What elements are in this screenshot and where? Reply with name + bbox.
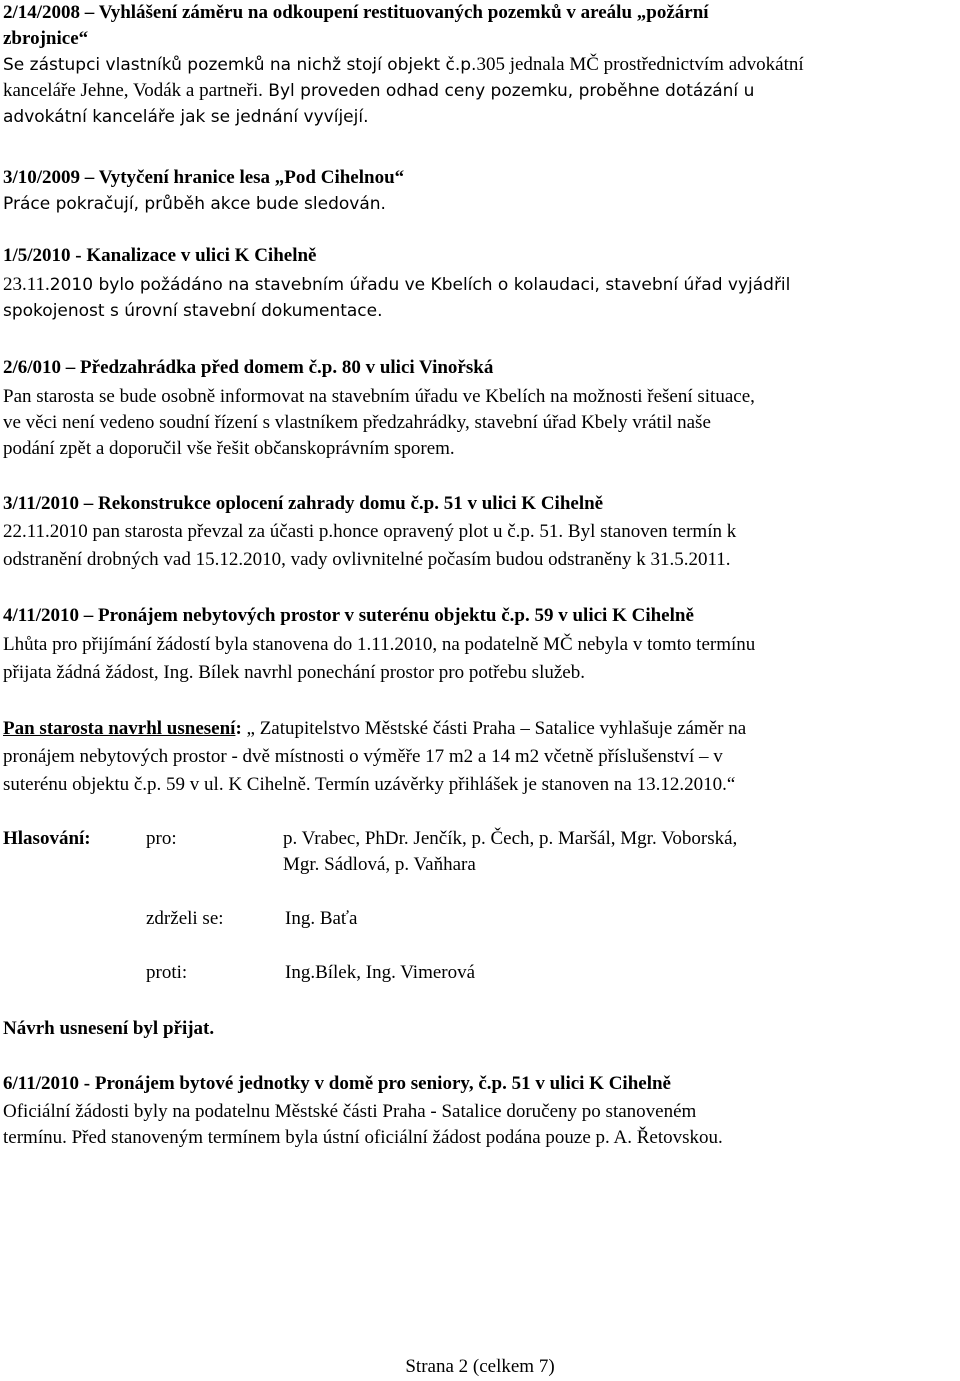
body-text-serif: 305 jednala MČ prostřednictvím advokátní — [476, 54, 804, 75]
section-heading-2-14-2008-cont: zbrojnice“ — [3, 28, 89, 49]
voting-abstain-names: Ing. Baťa — [285, 908, 358, 929]
body-text-sans: 2010 bylo požádáno na stavebním úřadu ve Kbelích o kolaudaci, stavební úřad vyjádřil — [49, 275, 791, 295]
voting-against-names: Ing.Bílek, Ing. Vimerová — [285, 962, 476, 983]
section-body-line — [3, 78, 754, 104]
section-heading-2-14-2008: 2/14/2008 – Vyhlášení záměru na odkoupení restituovaných pozemků v areálu „požární — [3, 2, 709, 23]
resolution-line — [3, 716, 746, 742]
voting-abstain-label: zdrželi se: — [146, 908, 224, 929]
section-heading-3-10-2009: 3/10/2009 – Vytyčení hranice lesa „Pod Cihelnou“ — [3, 167, 405, 188]
resolution-line: suterénu objektu č.p. 59 v ul. K Cihelně. Termín uzávěrky přihlášek je stanoven na 13.12.2010.“ — [3, 774, 736, 795]
section-heading-2-6-010: 2/6/010 – Předzahrádka před domem č.p. 80 v ulici Vinořská — [3, 357, 494, 378]
section-body-line — [3, 272, 790, 298]
voting-result: Návrh usnesení byl přijat. — [3, 1018, 215, 1039]
section-body-line: Pan starosta se bude osobně informovat na stavebním úřadu ve Kbelích na možnosti řešení situace, — [3, 386, 755, 407]
body-text-serif: 23.11. — [3, 274, 50, 295]
voting-for-names-cont: Mgr. Sádlová, p. Vaňhara — [283, 854, 476, 875]
section-body-line: přijata žádná žádost, Ing. Bílek navrhl ponechání prostor pro potřebu služeb. — [3, 662, 585, 683]
section-body-line: ve věci není vedeno soudní řízení s vlastníkem předzahrádky, stavební úřad Kbely vrátil naše — [3, 412, 711, 433]
page-footer: Strana 2 (celkem 7) — [405, 1356, 555, 1377]
resolution-line: pronájem nebytových prostor - dvě místnosti o výměře 17 m2 a 14 m2 včetně příslušenství – v — [3, 746, 723, 767]
resolution-colon: : — [235, 718, 242, 739]
section-body-line: advokátní kanceláře jak se jednání vyvíjejí. — [3, 107, 369, 127]
section-body-line: odstranění drobných vad 15.12.2010, vady ovlivnitelné počasím budou odstraněny k 31.5.2011. — [3, 549, 731, 570]
section-body-line: Oficiální žádosti byly na podatelnu Městské části Praha - Satalice doručeny po stanoveném — [3, 1101, 697, 1122]
section-body-line: termínu. Před stanoveným termínem byla ústní oficiální žádost podána pouze p. A. Řetovskou. — [3, 1127, 723, 1148]
section-body-line — [3, 52, 804, 78]
resolution-text: „ Zatupitelstvo Městské části Praha – Satalice vyhlašuje záměr na — [241, 718, 747, 739]
voting-title: Hlasování: — [3, 828, 91, 849]
section-body-line: Práce pokračují, průběh akce bude sledován. — [3, 194, 386, 214]
section-heading-4-11-2010: 4/11/2010 – Pronájem nebytových prostor v suterénu objektu č.p. 59 v ulici K Cihelně — [3, 605, 694, 626]
section-body-line: podání zpět a doporučil vše řešit občanskoprávním sporem. — [3, 438, 455, 459]
section-heading-1-5-2010: 1/5/2010 - Kanalizace v ulici K Cihelně — [3, 245, 317, 266]
section-heading-6-11-2010: 6/11/2010 - Pronájem bytové jednotky v domě pro seniory, č.p. 51 v ulici K Cihelně — [3, 1073, 671, 1094]
section-heading-3-11-2010: 3/11/2010 – Rekonstrukce oplocení zahrady domu č.p. 51 v ulici K Cihelně — [3, 493, 604, 514]
voting-against-label: proti: — [146, 962, 188, 983]
section-body-line: spokojenost s úrovní stavební dokumentace. — [3, 301, 383, 321]
body-text-serif: kanceláře Jehne, Vodák a partneři. — [3, 80, 263, 101]
body-text-sans: Byl proveden odhad ceny pozemku, proběhne dotázání u — [262, 81, 755, 101]
section-body-line: Lhůta pro přijímání žádostí byla stanovena do 1.11.2010, na podatelně MČ nebyla v tomto termínu — [3, 634, 756, 655]
resolution-label: Pan starosta navrhl usnesení — [3, 718, 236, 739]
body-text-sans: Se zástupci vlastníků pozemků na nichž stojí objekt č.p. — [3, 55, 477, 75]
voting-for-label: pro: — [146, 828, 177, 849]
voting-for-names: p. Vrabec, PhDr. Jenčík, p. Čech, p. Maršál, Mgr. Voborská, — [283, 828, 738, 849]
section-body-line: 22.11.2010 pan starosta převzal za účasti p.honce opravený plot u č.p. 51. Byl stanoven termín k — [3, 521, 737, 542]
